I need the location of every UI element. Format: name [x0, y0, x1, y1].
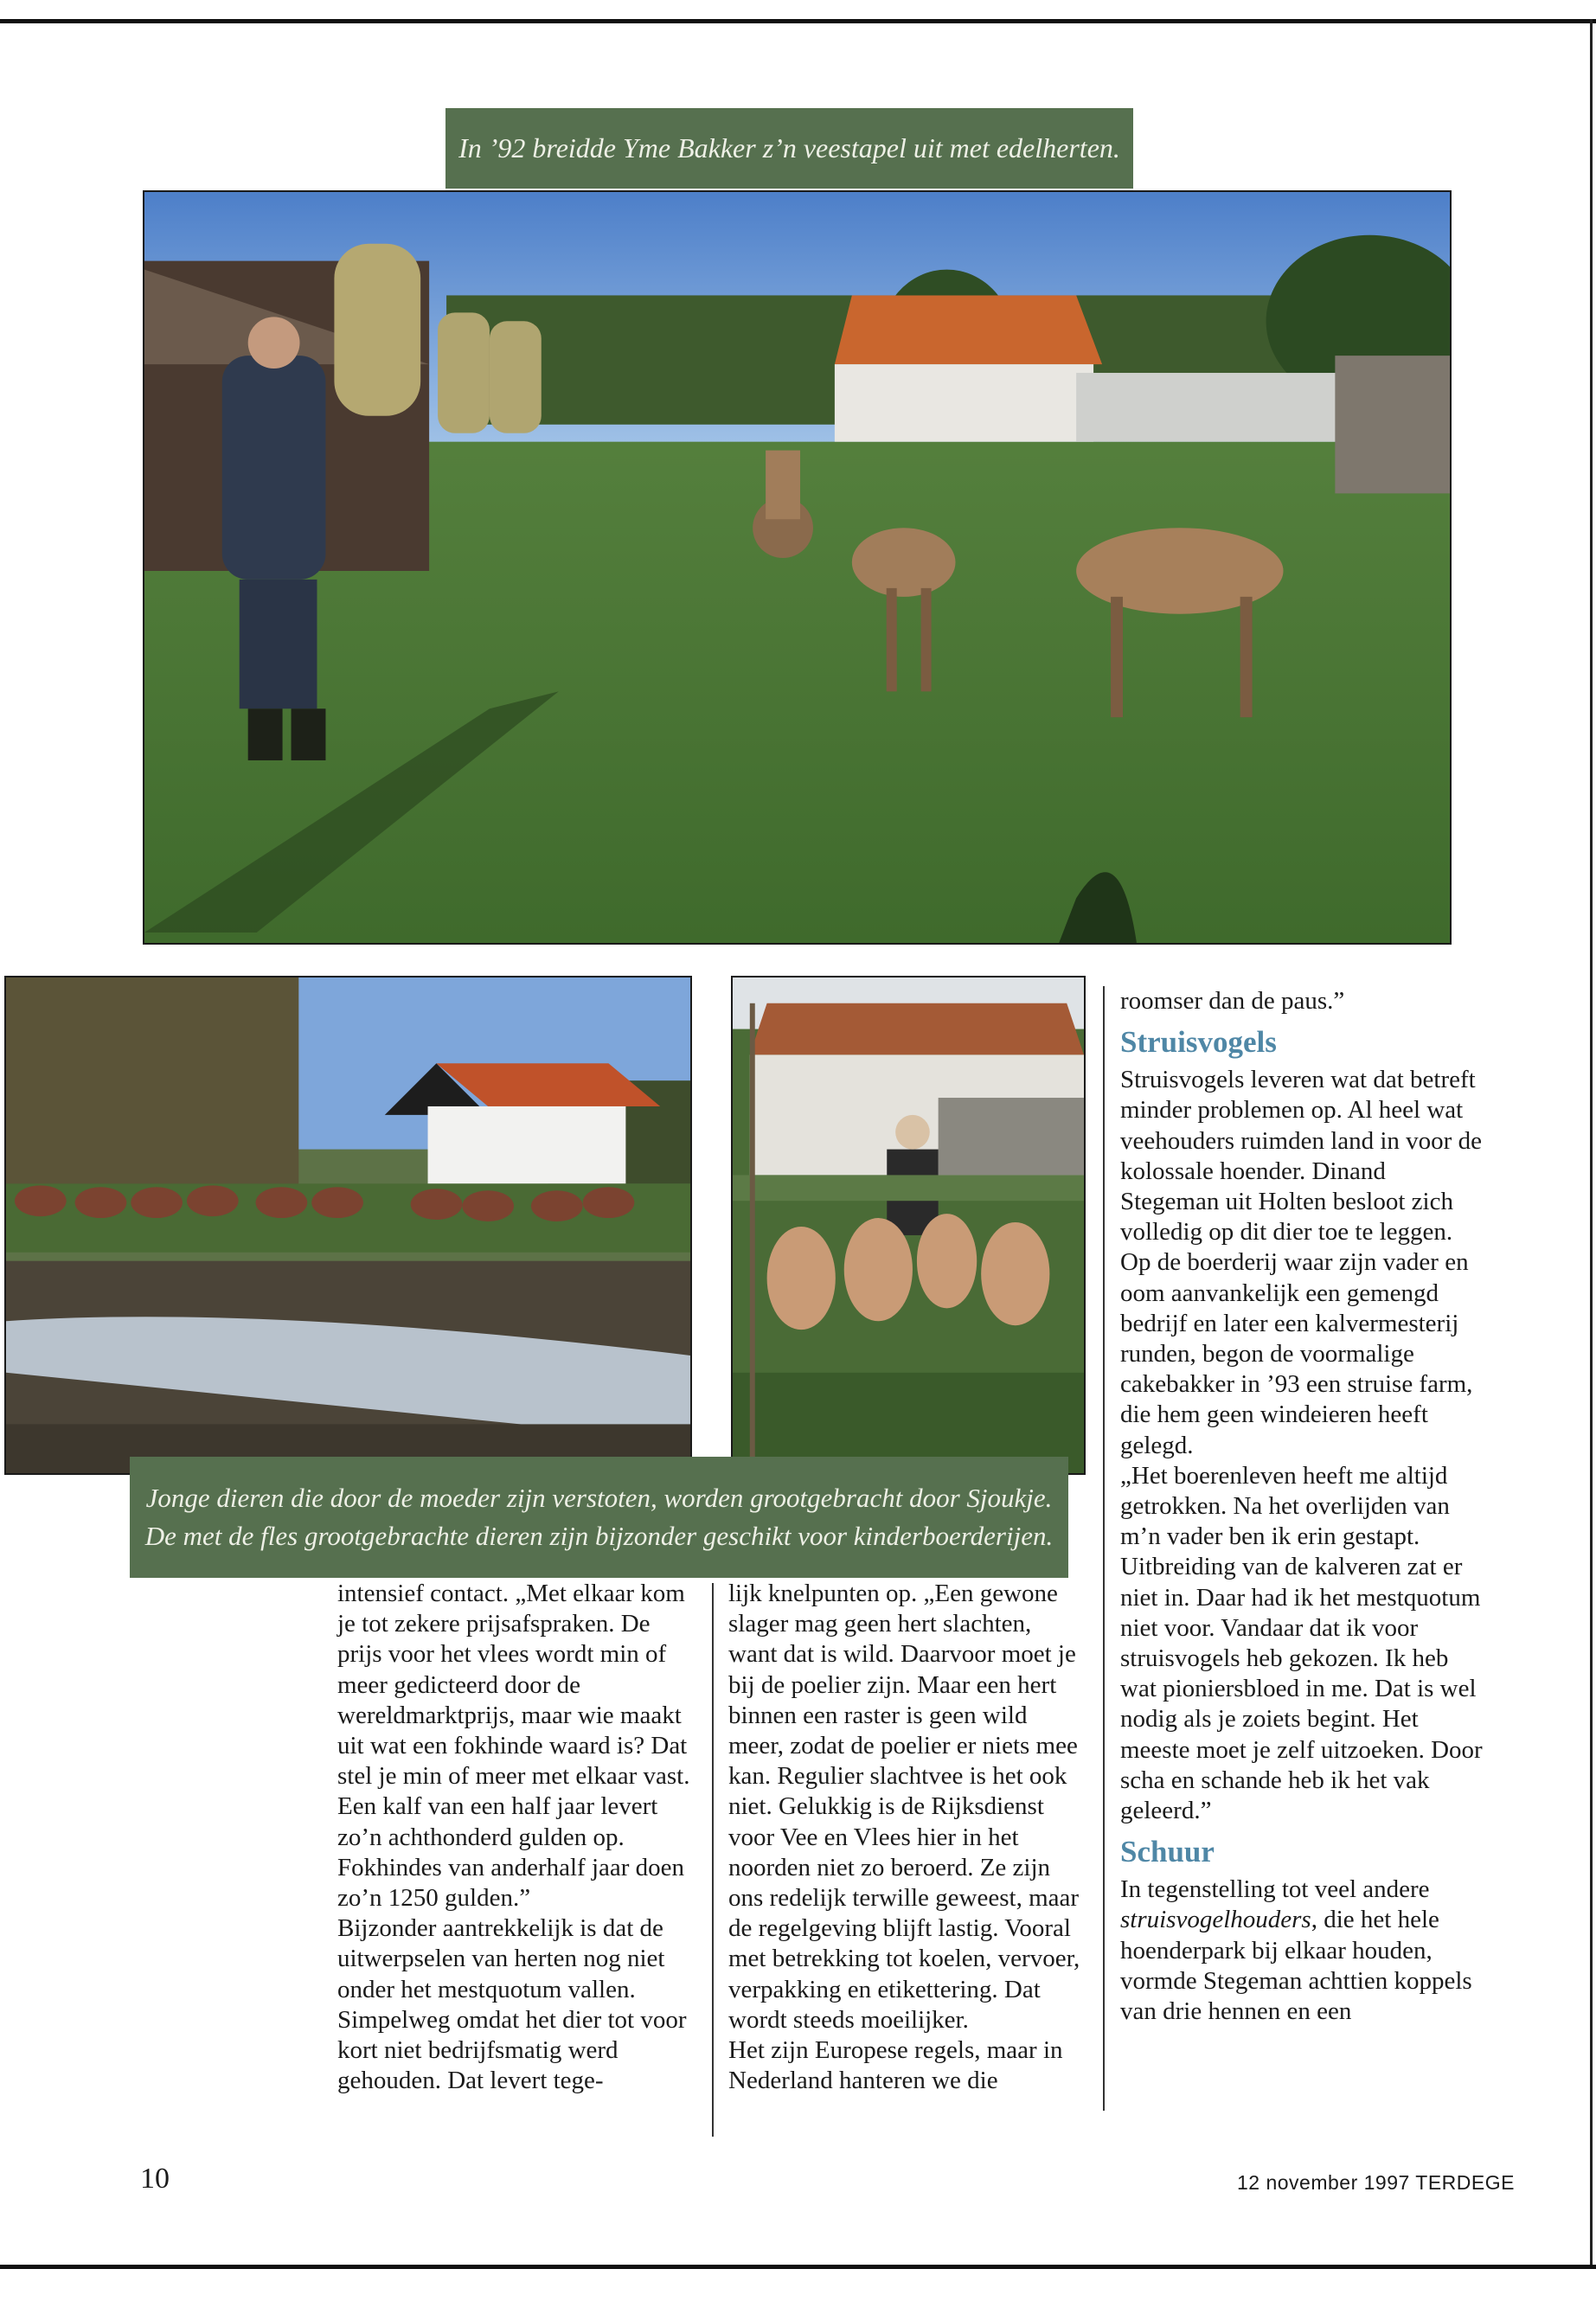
top-caption-text: In ’92 breidde Yme Bakker z’n veestapel uit met edelherten. [458, 132, 1120, 163]
column-divider-1 [712, 1583, 714, 2137]
column-divider-2 [1103, 986, 1105, 2111]
top-photo-caption [445, 108, 1133, 189]
feeding-deer-photo [731, 976, 1086, 1475]
middle-caption-line-1: Jonge dieren die door de moeder zijn verstoten, worden grootgebracht door Sjoukje. [145, 1483, 1053, 1513]
bottom-rule [0, 2265, 1596, 2269]
article-paragraph: roomser dan de paus.” [1120, 987, 1345, 1015]
top-rule [0, 19, 1596, 23]
article-paragraph: Struisvogels leveren wat dat betreft minder problemen op. Al heel wat veehouders ruimden land in voor de kolossale hoender. Dinand Stegeman uit Holten besloot zich volledig op dit dier toe te leggen. Op de boerderij waar zijn vader en oom aanvankelijk een gemengd bedrijf en later een kalvermesterij runden, begon de voormalige cakebakker in ’93 een struise farm, die hem geen windeieren heeft gelegd. [1120, 1066, 1482, 1459]
article-paragraph: „Het boerenleven heeft me altijd getrokken. Na het overlijden van m’n vader ben ik erin gestapt. Uitbreiding van de kalveren zat er niet in. Daar had ik het mestquotum niet voor. Vandaar dat ik voor struisvogels heb gekozen. Ik heb wat pioniersbloed in me. Dat is wel nodig als je zoiets begint. Het meeste moet je zelf uitzoeken. Door scha en schande heb ik het vak geleerd.” [1120, 1461, 1483, 1825]
deer-herd-photo [4, 976, 692, 1475]
article-paragraph: Bijzonder aantrekkelijk is dat de uitwerpselen van herten nog niet onder het mestquotum vallen. Simpelweg omdat het dier tot voor kort niet bedrijfsmatig werd gehouden. Dat levert tege- [337, 1914, 687, 2095]
issue-line: 12 november 1997 TERDEGE [1237, 2171, 1515, 2194]
middle-caption-line-2: De met de fles grootgebrachte dieren zijn bijzonder geschikt voor kinderboerderijen. [144, 1521, 1054, 1551]
article-paragraph: intensief contact. „Met elkaar kom je tot zekere prijsafspraken. De prijs voor het vlees wordt min of meer gedicteerd door de wereldmarktprijs, maar wie maakt uit wat een fokhinde waard is? Dat stel je min of meer met elkaar vast. Een kalf van een half jaar levert zo’n achthonderd gulden op. Fokhindes van anderhalf jaar doen zo’n 1250 gulden.” [337, 1580, 690, 1913]
text-run: , die het hele hoenderpark bij elkaar houden, vormde Stegeman achttien koppels van drie hennen en een [1120, 1906, 1472, 2026]
right-edge-rule [1590, 19, 1593, 2268]
article-column-1 [337, 1579, 701, 2096]
article-column-2 [728, 1579, 1085, 2096]
page-number: 10 [140, 2163, 170, 2195]
section-heading-schuur: Schuur [1120, 1835, 1215, 1869]
farmer-with-deer-photo [143, 190, 1452, 945]
italic-term: struisvogelhouders [1120, 1906, 1311, 1934]
article-paragraph [1120, 1875, 1484, 2027]
article-paragraph: lijk knelpunten op. „Een gewone slager mag geen hert slachten, want dat is wild. Daarvoor moet je bij de poelier zijn. Maar een hert binnen een raster is geen wild meer, zodat de poelier er niets mee kan. Regulier slachtvee is het ook niet. Gelukkig is de Rijksdienst voor Vee en Vlees hier in het noorden niet zo beroerd. Ze zijn ons redelijk terwille geweest, maar de regelgeving blijft lastig. Vooral met betrekking tot koelen, vervoer, verpakking en etikettering. Dat wordt steeds moeilijker. [728, 1580, 1080, 2034]
article-column-3 [1120, 986, 1484, 2027]
text-run: In tegenstelling tot veel andere [1120, 1875, 1430, 1904]
section-heading-struisvogels: Struisvogels [1120, 1025, 1277, 1060]
middle-photos-caption [130, 1457, 1068, 1578]
article-paragraph: Het zijn Europese regels, maar in Nederland hanteren we die [728, 2036, 1063, 2095]
